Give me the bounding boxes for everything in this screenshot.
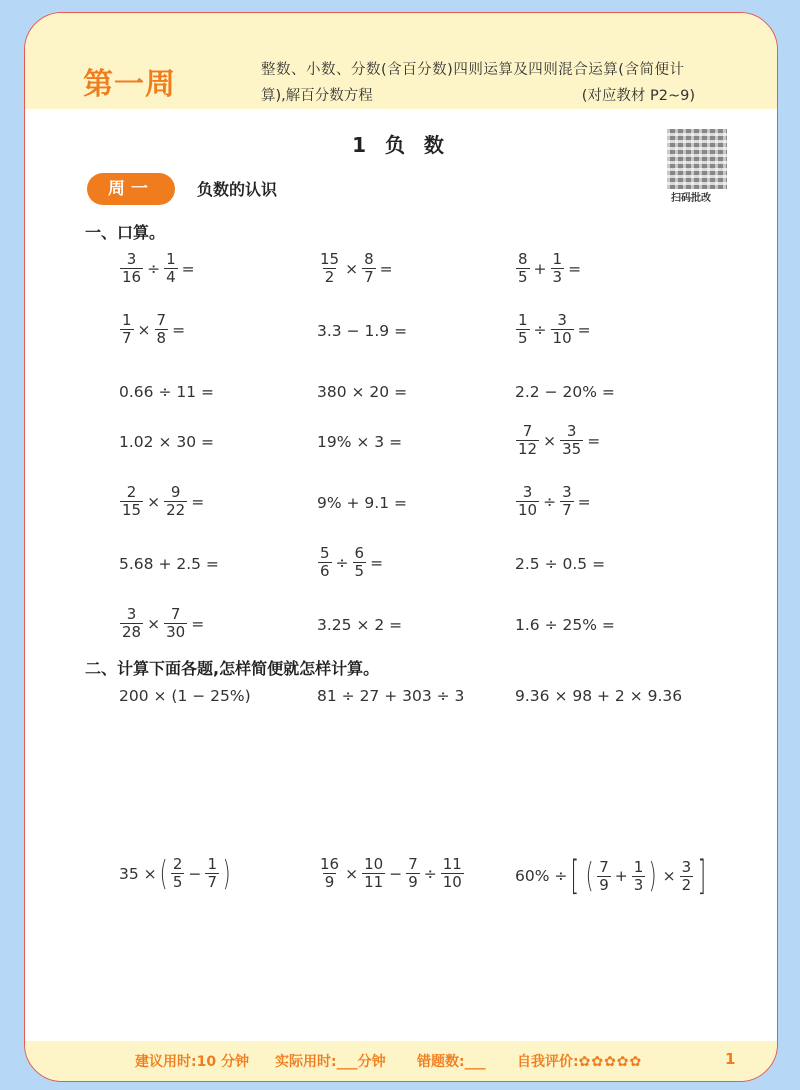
oral-calc-item: $\frac{3}{10}$ ÷ $\frac{3}{7}$ =	[518, 483, 591, 519]
problem-2-3: 9.36 × 98 + 2 × 9.36	[515, 687, 683, 705]
oral-calc-item: 3.3 − 1.9 =	[317, 322, 408, 340]
actual-time: 实际用时:___分钟	[275, 1054, 386, 1070]
oral-calc-item: 5.68 + 2.5 =	[119, 555, 219, 573]
self-evaluation: 自我评价:✿✿✿✿✿	[517, 1054, 643, 1070]
oral-calc-item: 1.02 × 30 =	[119, 433, 214, 451]
day-topic: 负数的认识	[197, 180, 278, 199]
section1-title: 一、口算。	[85, 223, 166, 242]
oral-calc-item: 380 × 20 =	[317, 383, 408, 401]
oral-calc-item: 3.25 × 2 =	[317, 616, 403, 634]
oral-calc-item: $\frac{8}{5}$ + $\frac{1}{3}$ =	[518, 250, 582, 286]
oral-calc-item: $\frac{5}{6}$ ÷ $\frac{6}{5}$ =	[320, 544, 384, 580]
day-badge: 周一	[87, 173, 175, 205]
oral-calc-item: 19% × 3 =	[317, 433, 403, 451]
oral-calc-item: $\frac{3}{16}$ ÷ $\frac{1}{4}$ =	[122, 250, 195, 286]
error-count: 错题数:___	[417, 1054, 486, 1070]
oral-calc-item: 2.5 ÷ 0.5 =	[515, 555, 606, 573]
problem-2-6: 60% ÷ [ ( $\frac{7}{9}$ + $\frac{1}{3}$ ) × $\frac{3}{2}$ ]	[515, 853, 707, 899]
qr-code-icon[interactable]	[667, 129, 727, 189]
oral-calc-item: $\frac{2}{15}$ × $\frac{9}{22}$ =	[122, 483, 205, 519]
oral-calc-item: 2.2 − 20% =	[515, 383, 615, 401]
suggested-time: 建议用时:10 分钟	[135, 1054, 249, 1070]
oral-calc-item: $\frac{3}{28}$ × $\frac{7}{30}$ =	[122, 605, 205, 641]
oral-calc-item: $\frac{1}{5}$ ÷ $\frac{3}{10}$ =	[518, 311, 591, 347]
oral-calc-item: 9% + 9.1 =	[317, 494, 407, 512]
oral-calc-item: $\frac{7}{12}$ × $\frac{3}{35}$ =	[518, 422, 601, 458]
qr-label: 扫码批改	[671, 193, 711, 204]
worksheet-page	[24, 12, 778, 1082]
lesson-title: 1 负 数	[352, 133, 450, 157]
header-description-line2: 算),解百分数方程	[261, 88, 373, 104]
oral-calc-item: 1.6 ÷ 25% =	[515, 616, 615, 634]
header-band	[25, 13, 777, 109]
textbook-reference: (对应教材 P2~9)	[581, 88, 695, 104]
problem-2-5: $\frac{16}{9}$ × $\frac{10}{11}$ − $\frac{7}{9}$ ÷ $\frac{11}{10}$	[320, 855, 462, 891]
section2-title: 二、计算下面各题,怎样简便就怎样计算。	[85, 659, 380, 678]
page-number: 1	[725, 1050, 736, 1068]
oral-calc-item: 0.66 ÷ 11 =	[119, 383, 214, 401]
problem-2-4: 35 × ( $\frac{2}{5}$ − $\frac{1}{7}$ )	[119, 853, 231, 894]
footer-band	[25, 1041, 777, 1081]
problem-2-2: 81 ÷ 27 + 303 ÷ 3	[317, 687, 465, 705]
oral-calc-item: $\frac{15}{2}$ × $\frac{8}{7}$ =	[320, 250, 393, 286]
week-title: 第一周	[83, 67, 176, 102]
problem-2-1: 200 × (1 − 25%)	[119, 687, 251, 705]
header-description-line1: 整数、小数、分数(含百分数)四则运算及四则混合运算(含简便计	[261, 62, 685, 78]
rating-stars-icon[interactable]: ✿✿✿✿✿	[578, 1054, 643, 1070]
oral-calc-item: $\frac{1}{7}$ × $\frac{7}{8}$ =	[122, 311, 186, 347]
